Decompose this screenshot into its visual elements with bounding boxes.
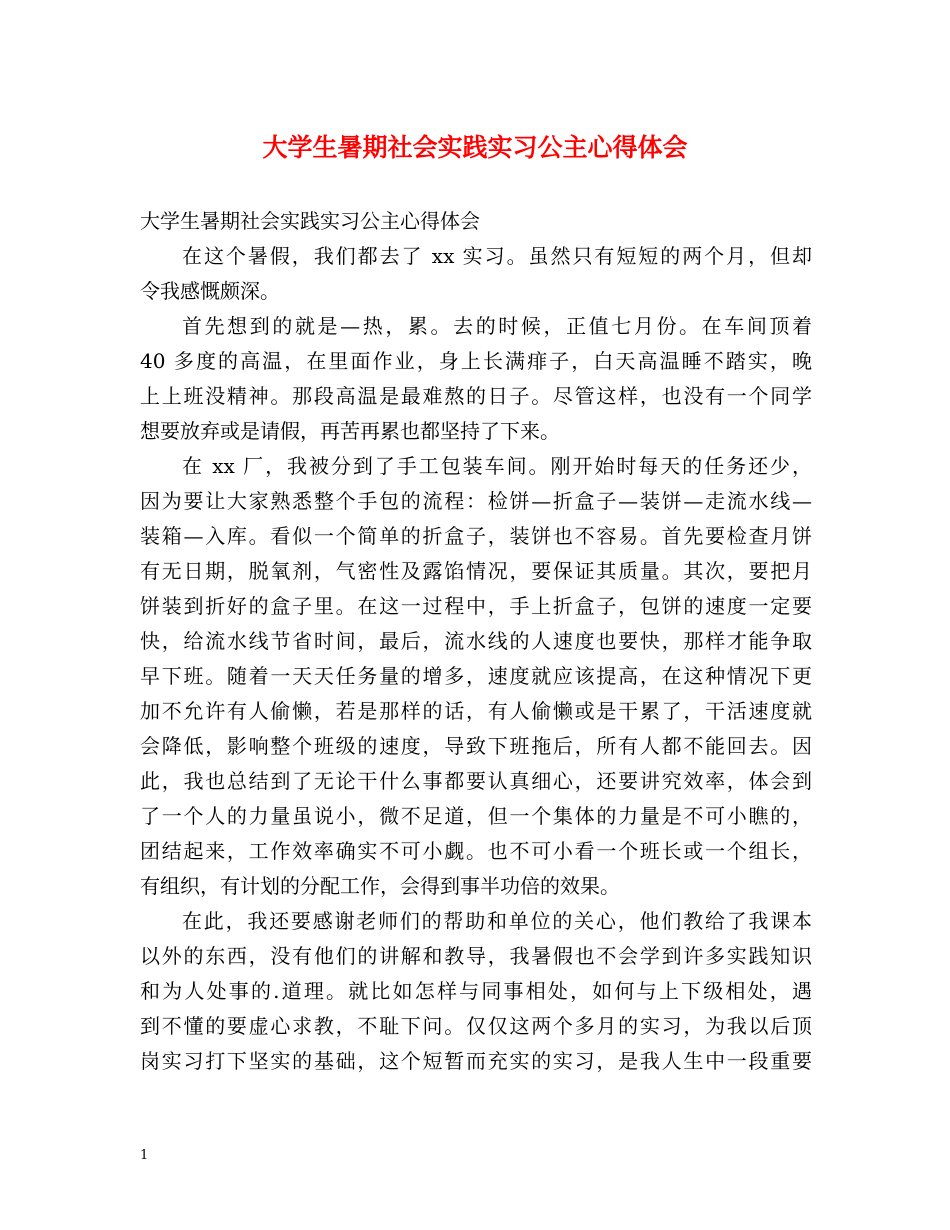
paragraph-line: 了一个人的力量虽说小，微不足道，但一个集体的力量是不可小瞧的， — [140, 804, 812, 828]
paragraph-line: 有无日期，脱氧剂，气密性及露馅情况，要保证其质量。其次，要把月 — [140, 559, 812, 583]
paragraph-line: 和为人处事的.道理。就比如怎样与同事相处，如何与上下级相处，遇 — [140, 979, 812, 1003]
document-body — [140, 204, 812, 1079]
paragraph-line: 会降低，影响整个班级的速度，导致下班拖后，所有人都不能回去。因 — [140, 734, 812, 758]
document-subtitle: 大学生暑期社会实践实习公主心得体会 — [140, 209, 480, 233]
paragraph-line: 岗实习打下坚实的基础，这个短暂而充实的实习，是我人生中一段重要 — [140, 1049, 812, 1073]
paragraph-line: 加不允许有人偷懒，若是那样的话，有人偷懒或是干累了，干活速度就 — [140, 699, 812, 723]
paragraph-line: 在此，我还要感谢老师们的帮助和单位的关心，他们教给了我课本 — [182, 909, 812, 933]
paragraph-line: 快，给流水线节省时间，最后，流水线的人速度也要快，那样才能争取 — [140, 629, 812, 653]
paragraph-line: 团结起来，工作效率确实不可小觑。也不可小看一个班长或一个组长， — [140, 839, 812, 863]
paragraph-line: 令我感慨颇深。 — [140, 279, 280, 303]
paragraph-line: 在 xx 厂，我被分到了手工包装车间。刚开始时每天的任务还少， — [182, 454, 812, 478]
paragraph-line: 有组织，有计划的分配工作，会得到事半功倍的效果。 — [140, 874, 620, 898]
page-title: 大学生暑期社会实践实习公主心得体会 — [262, 133, 688, 162]
paragraph-line: 首先想到的就是—热，累。去的时候，正值七月份。在车间顶着 — [182, 314, 812, 338]
paragraph-line: 此，我也总结到了无论干什么事都要认真细心，还要讲究效率，体会到 — [140, 769, 812, 793]
page-number: 1 — [140, 1148, 149, 1163]
paragraph-line: 在这个暑假，我们都去了 xx 实习。虽然只有短短的两个月，但却 — [182, 244, 812, 268]
paragraph-line: 想要放弃或是请假，再苦再累也都坚持了下来。 — [140, 419, 560, 443]
paragraph-line: 因为要让大家熟悉整个手包的流程：检饼—折盒子—装饼—走流水线— — [140, 489, 812, 513]
paragraph-line: 上上班没精神。那段高温是最难熬的日子。尽管这样，也没有一个同学 — [140, 384, 812, 408]
paragraph-line: 以外的东西，没有他们的讲解和教导，我暑假也不会学到许多实践知识 — [140, 944, 812, 968]
paragraph-line: 装箱—入库。看似一个简单的折盒子，装饼也不容易。首先要检查月饼 — [140, 524, 812, 548]
paragraph-line: 到不懂的要虚心求教，不耻下问。仅仅这两个多月的实习，为我以后顶 — [140, 1014, 812, 1038]
paragraph-line: 40 多度的高温，在里面作业，身上长满痱子，白天高温睡不踏实，晚 — [140, 349, 812, 373]
paragraph-line: 早下班。随着一天天任务量的增多，速度就应该提高，在这种情况下更 — [140, 664, 812, 688]
paragraph-line: 饼装到折好的盒子里。在这一过程中，手上折盒子，包饼的速度一定要 — [140, 594, 812, 618]
